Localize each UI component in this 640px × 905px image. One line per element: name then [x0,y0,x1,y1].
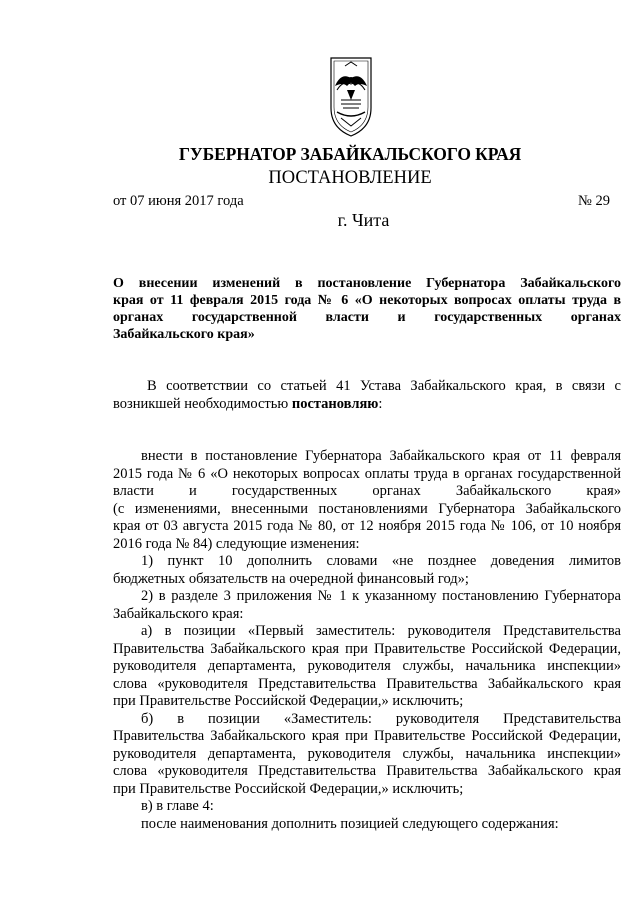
body-line: в) в главе 4: [141,798,214,814]
coat-of-arms-icon [327,56,375,138]
body-line: слова «руководителя Представительства Правительства Забайкальского края [113,763,621,779]
spacer [113,413,621,431]
document-date: от 07 июня 2017 года [113,193,244,209]
body-line: Забайкальского края: [113,605,244,622]
subject-line: органах государственной власти и государственных органах [113,310,621,325]
body-line: Правительства Забайкальского края при Правительстве Российской Федерации, [113,640,621,657]
subject-line: О внесении изменений в постановление Губернатора Забайкальского [113,276,621,291]
body-line: власти и государственных органах Забайкальского края» [113,483,621,499]
body-line: края от 03 августа 2015 года № 80, от 12 ноября 2015 года № 106, от 10 ноября [113,518,621,534]
body-line: 2016 года № 84) следующие изменения: [113,535,360,552]
body-line: после наименования дополнить позицией следующего содержания: [141,815,559,832]
body-line: 2) в разделе 3 приложения № 1 к указанному постановлению Губернатора [141,588,621,604]
preamble-keyword: постановляю [291,395,379,412]
preamble-line: В соответствии со статьей 41 Устава Забайкальского края, в связи с [147,378,621,394]
body-line: слова «руководителя Представительства Правительства Забайкальского края [113,675,621,692]
body-line: при Правительстве Российской Федерации,» исключить; [113,780,464,797]
document-number: № 29 [578,193,610,209]
body-line: руководителя департамента, руководителя службы, начальника инспекции» [113,745,621,762]
body-line: руководителя департамента, руководителя службы, начальника инспекции» [113,658,621,674]
spacer [113,431,621,449]
document-body [113,378,621,833]
body-line: (с изменениями, внесенными постановлениями Губернатора Забайкальского [113,500,621,517]
body-line: бюджетных обязательств на очередной финансовый год»; [113,570,469,587]
body-line: б) в позиции «Заместитель: руководителя Представительства [141,710,621,727]
body-line: Правительства Забайкальского края при Правительстве Российской Федерации, [113,728,621,744]
preamble-line [113,396,621,414]
document-city: г. Чита [337,210,390,230]
subject-line: Забайкальского края» [113,327,255,342]
document-subject [113,275,621,343]
body-line: 2015 года № 6 «О некоторых вопросах оплаты труда в органах государственной [113,465,621,482]
governor-title: ГУБЕРНАТОР ЗАБАЙКАЛЬСКОГО КРАЯ [178,144,522,164]
body-line: при Правительстве Российской Федерации,» исключить; [113,693,464,709]
body-line: 1) пункт 10 дополнить словами «не позднее доведения лимитов [141,553,621,569]
preamble-colon: : [378,395,383,412]
body-line: а) в позиции «Первый заместитель: руководителя Представительства [141,623,621,639]
subject-line: края от 11 февраля 2015 года № 6 «О некоторых вопросах оплаты труда в [113,293,621,308]
body-line: внести в постановление Губернатора Забайкальского края от 11 февраля [141,448,621,464]
preamble-text: возникшей необходимостью [113,395,292,412]
document-type: ПОСТАНОВЛЕНИЕ [268,168,432,188]
